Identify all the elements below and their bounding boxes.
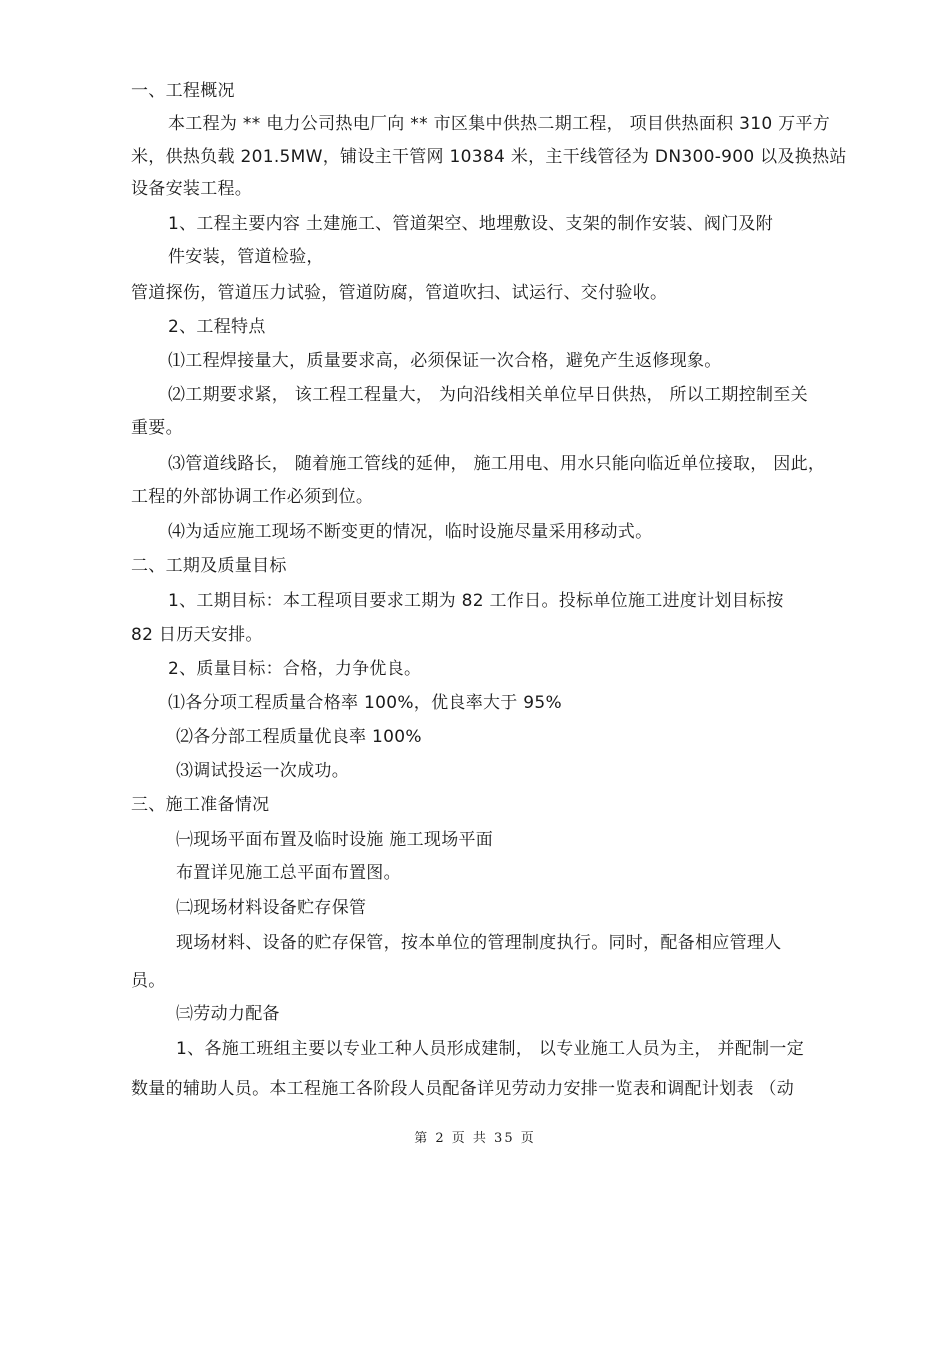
paragraph-line: 82 日历天安排。	[131, 625, 263, 645]
paragraph-line: 布置详见施工总平面布置图。	[176, 863, 401, 883]
paragraph-line: ⑴工程焊接量大，质量要求高，必须保证一次合格，避免产生返修现象。	[168, 351, 722, 371]
paragraph-line: ⑷为适应施工现场不断变更的情况，临时设施尽量采用移动式。	[168, 522, 653, 542]
subheading: 2、质量目标：合格，力争优良。	[168, 659, 422, 679]
paragraph-line: 工程的外部协调工作必须到位。	[131, 487, 374, 507]
paragraph-line: ⑶调试投运一次成功。	[176, 761, 349, 781]
subheading: ㈡现场材料设备贮存保管	[176, 898, 367, 918]
section-heading-2: 二、工期及质量目标	[131, 556, 287, 576]
paragraph-line: 重要。	[131, 418, 183, 438]
paragraph-line: 米，供热负载 201.5MW，铺设主干管网 10384 米，主干线管径为 DN300-900 以及换热站	[131, 147, 847, 167]
paragraph-line: 管道探伤，管道压力试验，管道防腐，管道吹扫、试运行、交付验收。	[131, 283, 668, 303]
paragraph-line: 数量的辅助人员。本工程施工各阶段人员配备详见劳动力安排一览表和调配计划表 （动	[131, 1079, 795, 1099]
subheading: 2、工程特点	[168, 317, 266, 337]
paragraph-line: 1、工程主要内容 土建施工、管道架空、地埋敷设、支架的制作安装、阀门及附	[168, 214, 774, 234]
paragraph-line: 1、工期目标：本工程项目要求工期为 82 工作日。投标单位施工进度计划目标按	[168, 591, 784, 611]
paragraph-line: 员。	[131, 971, 166, 991]
paragraph-line: ⑶管道线路长， 随着施工管线的延伸， 施工用电、用水只能向临近单位接取， 因此，	[168, 454, 826, 474]
paragraph-line: ⑴各分项工程质量合格率 100%，优良率大于 95%	[168, 693, 562, 713]
subheading: ㈢劳动力配备	[176, 1004, 280, 1024]
page-number-footer: 第 2 页 共 35 页	[414, 1131, 536, 1146]
paragraph-line: ⑵工期要求紧， 该工程工程量大， 为向沿线相关单位早日供热， 所以工期控制至关	[168, 385, 808, 405]
paragraph-line: 本工程为 ** 电力公司热电厂向 ** 市区集中供热二期工程， 项目供热面积 310 万平方	[168, 114, 831, 134]
paragraph-line: 1、各施工班组主要以专业工种人员形成建制， 以专业施工人员为主， 并配制一定	[176, 1039, 805, 1059]
paragraph-line: 设备安装工程。	[131, 179, 253, 199]
section-heading-3: 三、施工准备情况	[131, 795, 270, 815]
paragraph-line: ㈠现场平面布置及临时设施 施工现场平面	[176, 830, 494, 850]
section-heading-1: 一、工程概况	[131, 81, 235, 101]
paragraph-line: ⑵各分部工程质量优良率 100%	[176, 727, 422, 747]
paragraph-line: 件安装，管道检验，	[168, 247, 324, 267]
paragraph-line: 现场材料、设备的贮存保管，按本单位的管理制度执行。同时，配备相应管理人	[176, 933, 782, 953]
